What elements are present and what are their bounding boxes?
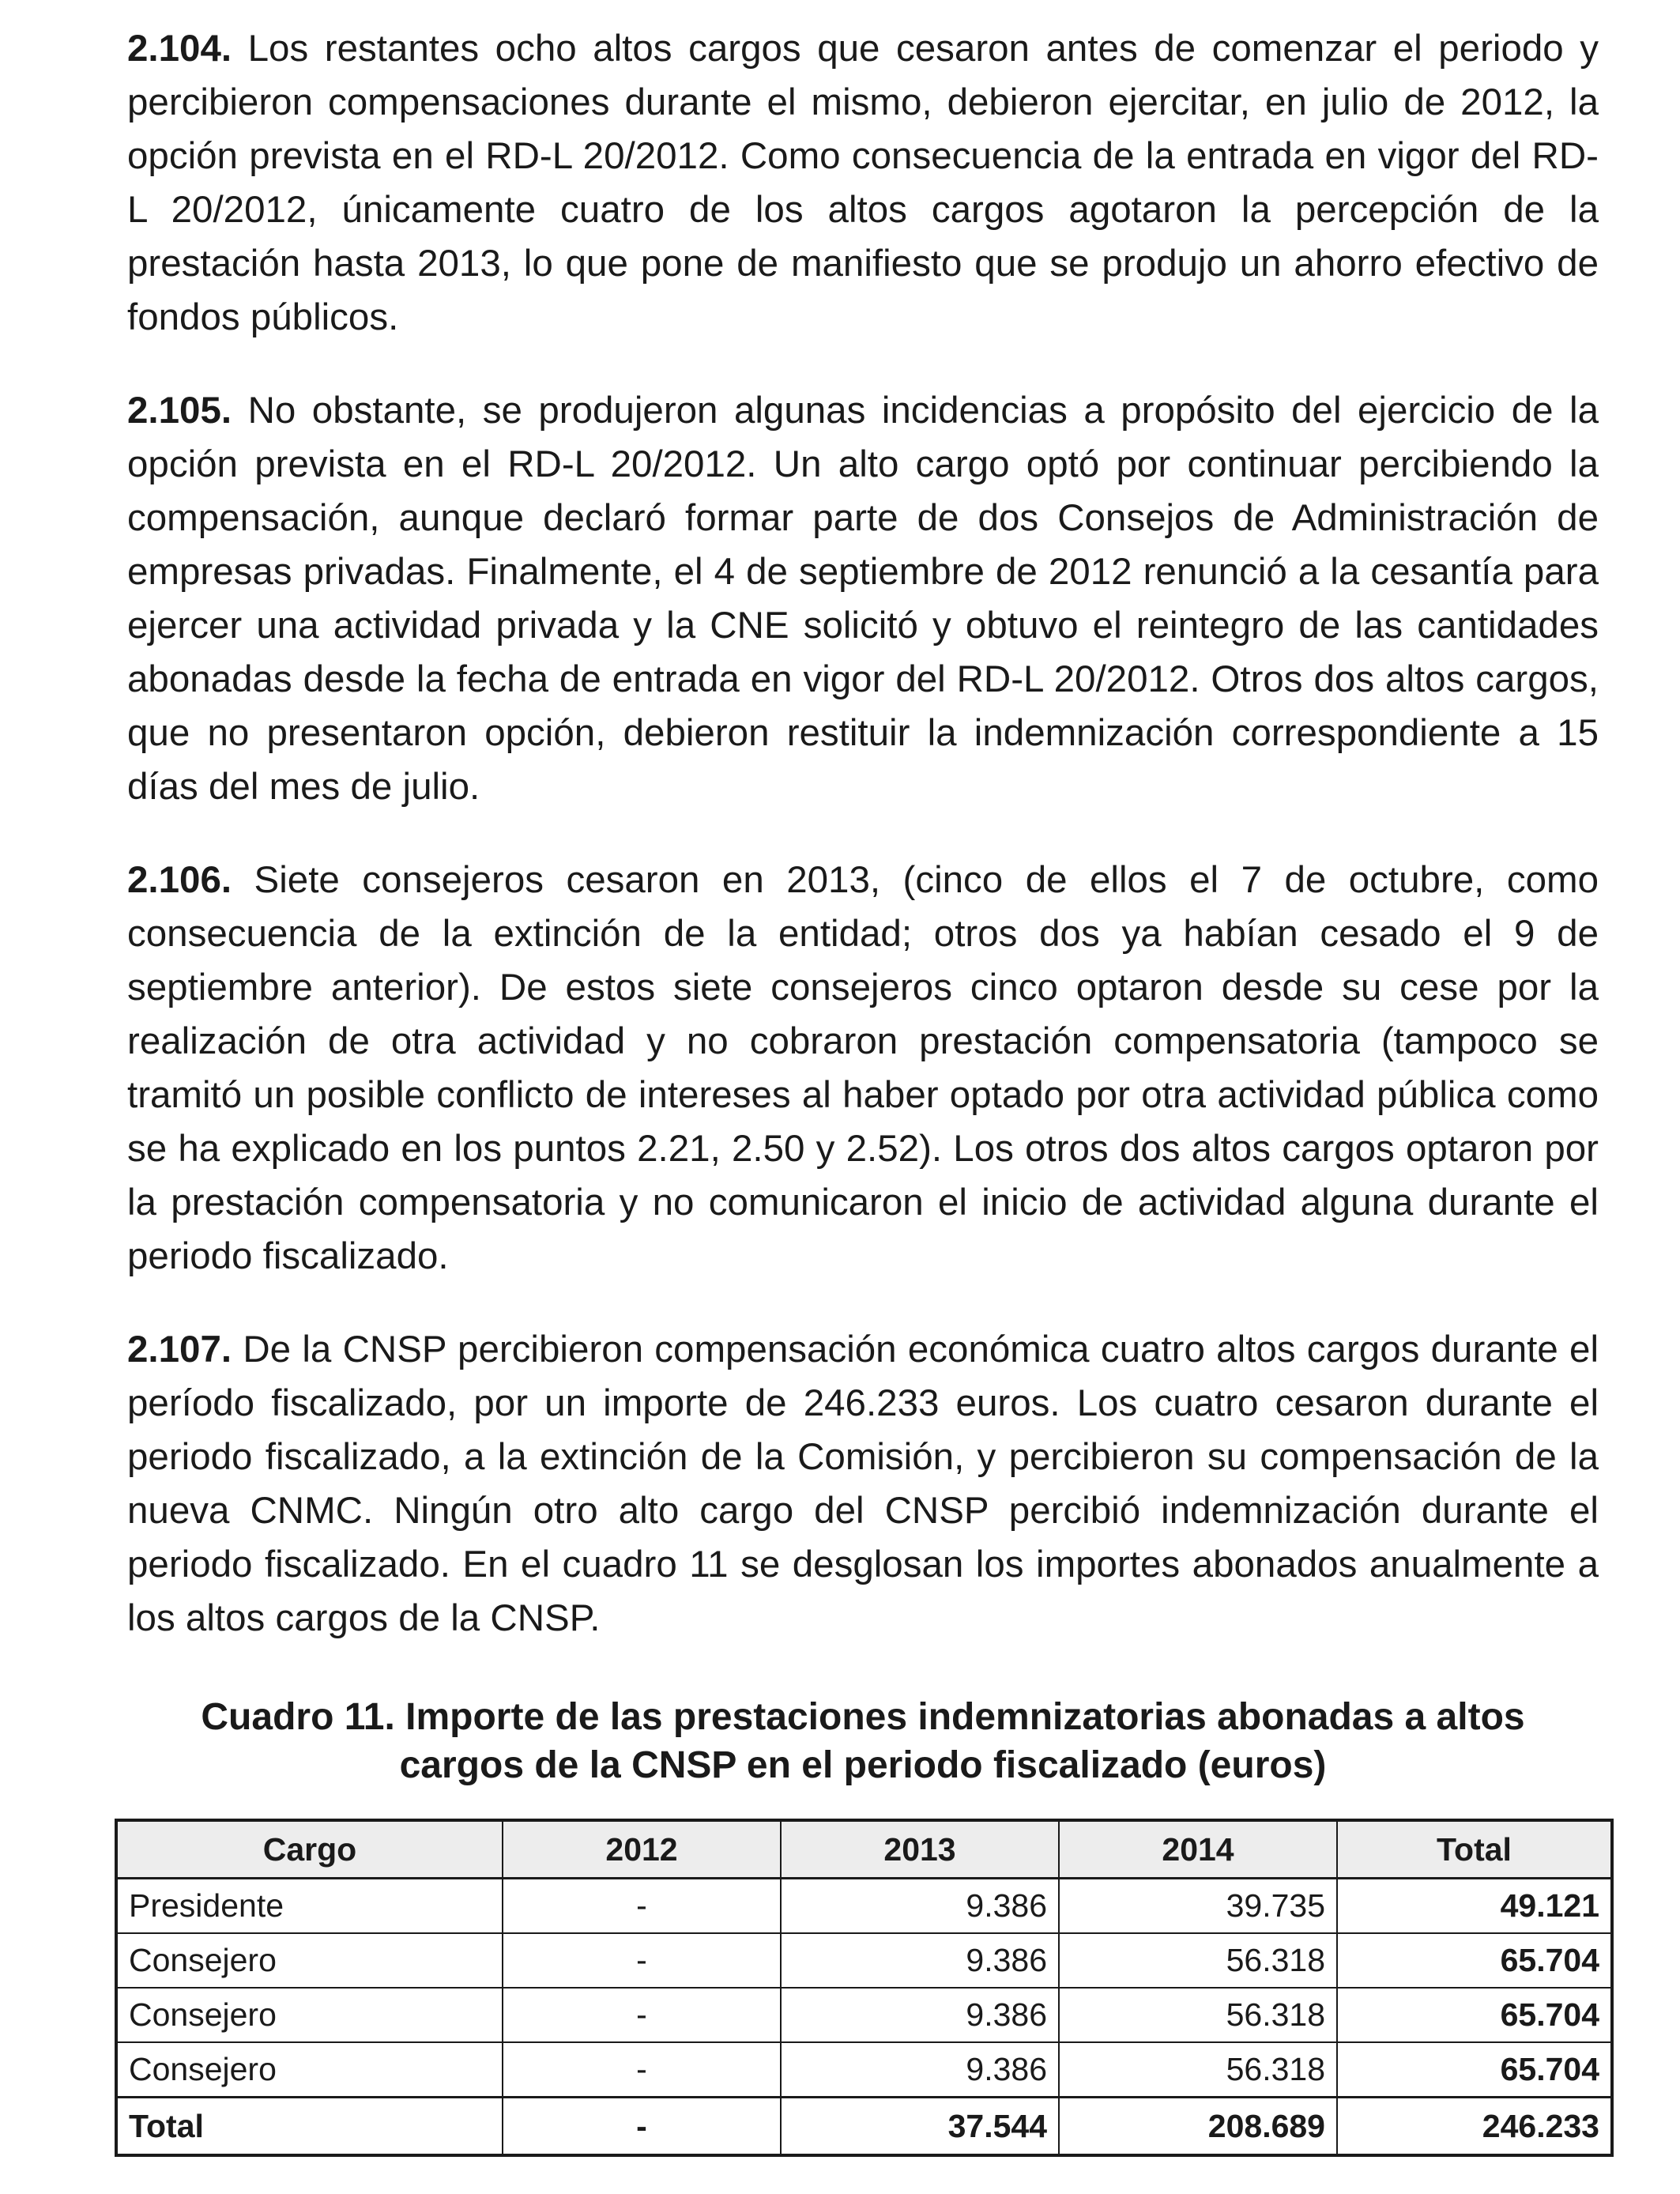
- cell-2013: 9.386: [781, 2042, 1059, 2098]
- cell-2013: 9.386: [781, 1988, 1059, 2042]
- cell-2012: -: [503, 1879, 781, 1934]
- cell-2013: 9.386: [781, 1879, 1059, 1934]
- paragraph-2-107: [127, 1323, 1599, 1646]
- cell-2014: 56.318: [1059, 1933, 1337, 1988]
- paragraph-text: Siete consejeros cesaron en 2013, (cinco de ellos el 7 de octubre, como consecuencia de la extinción de la entidad; otros dos ya habían cesado el 9 de septiembre anterior). De estos siete consejeros cinco optaron desde su cese por la realización de otra actividad y no cobraron prestación compensatoria (tampoco se tramitó un posible conflicto de intereses al haber optado por otra actividad pública como se ha explicado en los puntos 2.21, 2.50 y 2.52). Los otros dos altos cargos optaron por la prestación compensatoria y no comunicaron el inicio de actividad alguna durante el periodo fiscalizado.: [127, 859, 1599, 1277]
- header-2012: 2012: [503, 1820, 781, 1879]
- table-row: [116, 2042, 1612, 2098]
- cell-2012: -: [503, 1988, 781, 2042]
- cell-total: 65.704: [1337, 1988, 1612, 2042]
- table-row: [116, 1879, 1612, 1934]
- table-header-row: [116, 1820, 1612, 1879]
- paragraph-text: Los restantes ocho altos cargos que cesaron antes de comenzar el periodo y percibieron compensaciones durante el mismo, debieron ejercitar, en julio de 2012, la opción prevista en el RD-L 20/2012. Como consecuencia de la entrada en vigor del RD-L 20/2012, únicamente cuatro de los altos cargos agotaron la percepción de la prestación hasta 2013, lo que pone de manifiesto que se produjo un ahorro efectivo de fondos públicos.: [127, 28, 1599, 338]
- paragraph-text: No obstante, se produjeron algunas incidencias a propósito del ejercicio de la opción prevista en el RD-L 20/2012. Un alto cargo optó por continuar percibiendo la compensación, aunque declaró formar parte de dos Consejos de Administración de empresas privadas. Finalmente, el 4 de septiembre de 2012 renunció a la cesantía para ejercer una actividad privada y la CNE solicitó y obtuvo el reintegro de las cantidades abonadas desde la fecha de entrada en vigor del RD-L 20/2012. Otros dos altos cargos, que no presentaron opción, debieron restituir la indemnización correspondiente a 15 días del mes de julio.: [127, 390, 1599, 808]
- cell-2013: 9.386: [781, 1933, 1059, 1988]
- header-2013: 2013: [781, 1820, 1059, 1879]
- cell-2014: 39.735: [1059, 1879, 1337, 1934]
- table-caption: Cuadro 11. Importe de las prestaciones indemnizatorias abonadas a altos cargos de la CNSP en el periodo fiscalizado (euros): [201, 1696, 1525, 1786]
- table-total-row: [116, 2098, 1612, 2156]
- cell-cargo: Consejero: [116, 1988, 503, 2042]
- paragraph-number: 2.106.: [127, 859, 232, 901]
- compensation-table: [115, 1819, 1614, 2157]
- cell-cargo: Consejero: [116, 2042, 503, 2098]
- document-page: [127, 22, 1599, 1831]
- cell-total-2014: 208.689: [1059, 2098, 1337, 2156]
- table-row: [116, 1988, 1612, 2042]
- paragraph-text: De la CNSP percibieron compensación económica cuatro altos cargos durante el período fiscalizado, por un importe de 246.233 euros. Los cuatro cesaron durante el periodo fiscalizado, a la extinción de la Comisión, y percibieron su compensación de la nueva CNMC. Ningún otro alto cargo del CNSP percibió indemnización durante el periodo fiscalizado. En el cuadro 11 se desglosan los importes abonados anualmente a los altos cargos de la CNSP.: [127, 1329, 1599, 1639]
- header-2014: 2014: [1059, 1820, 1337, 1879]
- cell-2014: 56.318: [1059, 1988, 1337, 2042]
- cell-total: 49.121: [1337, 1879, 1612, 1934]
- cell-grand-total: 246.233: [1337, 2098, 1612, 2156]
- paragraph-2-105: [127, 384, 1599, 814]
- cell-2014: 56.318: [1059, 2042, 1337, 2098]
- paragraph-number: 2.107.: [127, 1329, 232, 1370]
- paragraph-number: 2.105.: [127, 390, 232, 432]
- table-row: [116, 1933, 1612, 1988]
- cell-2012: -: [503, 2042, 781, 2098]
- cell-2012: -: [503, 1933, 781, 1988]
- cell-total-2012: -: [503, 2098, 781, 2156]
- cell-cargo: Consejero: [116, 1933, 503, 1988]
- paragraph-number: 2.104.: [127, 28, 232, 70]
- cell-total-2013: 37.544: [781, 2098, 1059, 2156]
- cell-total-label: Total: [116, 2098, 503, 2156]
- paragraph-2-106: [127, 854, 1599, 1284]
- header-total: Total: [1337, 1820, 1612, 1879]
- cell-total: 65.704: [1337, 1933, 1612, 1988]
- paragraph-2-104: [127, 22, 1599, 345]
- header-cargo: Cargo: [116, 1820, 503, 1879]
- cell-cargo: Presidente: [116, 1879, 503, 1934]
- cell-total: 65.704: [1337, 2042, 1612, 2098]
